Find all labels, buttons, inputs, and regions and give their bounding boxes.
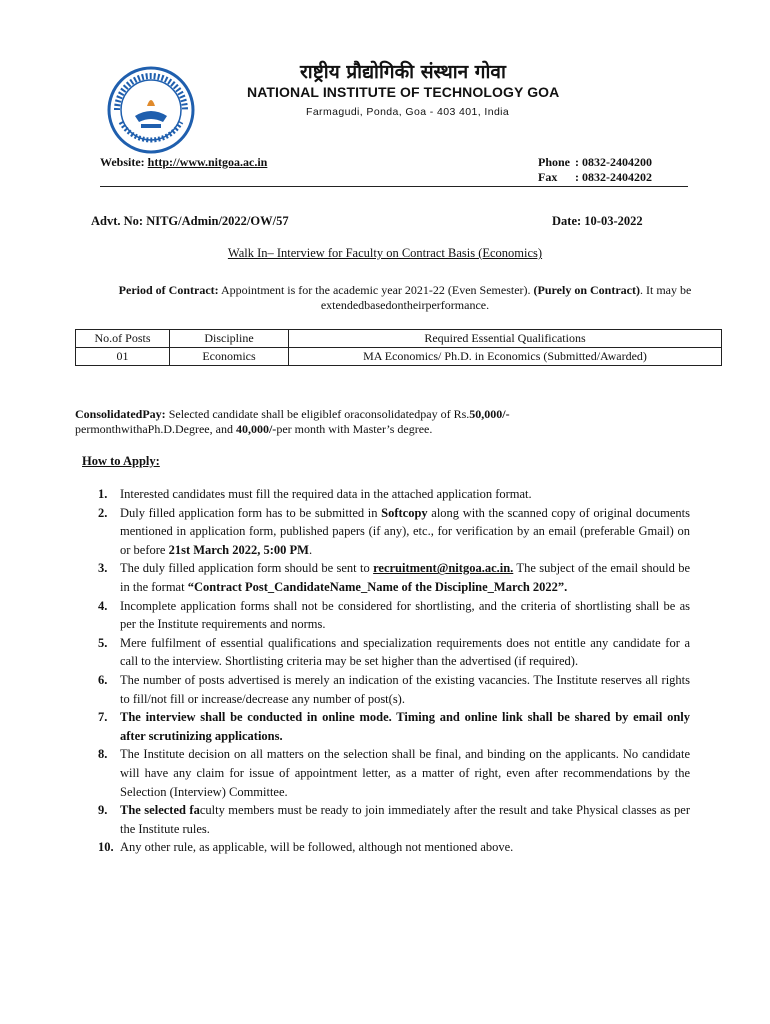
notice-date: Date: 10-03-2022 xyxy=(552,214,643,228)
table-header-row xyxy=(76,330,722,348)
list-item: 3. The duly filled application form should be sent to recruitment@nitgoa.ac.in. The subject of the email should be in the format “Contract Post_CandidateName_Name of the Discipline_March 2022”. xyxy=(98,561,690,594)
list-item: 4. Incomplete application forms shall not be considered for shortlisting, and the criteria of shortlisting shall be as per the Institute requirements and norms. xyxy=(98,598,690,632)
application-steps-list xyxy=(98,485,690,857)
fax-number: : 0832-2404202 xyxy=(575,170,652,184)
list-item: 10. Any other rule, as applicable, will be followed, although not mentioned above. xyxy=(98,840,514,855)
table-header-cell: Required Essential Qualifications xyxy=(289,330,722,348)
table-cell: MA Economics/ Ph.D. in Economics (Submitted/Awarded) xyxy=(289,348,722,366)
table-cell: Economics xyxy=(170,348,289,366)
institute-logo-icon xyxy=(107,66,195,154)
period-of-contract: Period of Contract: Appointment is for the academic year 2021-22 (Even Semester). (Purely on Contract). It may be extendedbasedontheirperformance. xyxy=(118,283,692,312)
list-item: 5. Mere fulfilment of essential qualifications and specialization requirements does not entitle any candidate for a call to the interview. Shortlisting criteria may be set higher than the advertised (if required). xyxy=(98,635,690,669)
list-item: 8. The Institute decision on all matters on the selection shall be final, and binding on the applicants. No candidate will have any claim for issue of appointment letter, as a matter of right, even after recommendations by the Selection (Interview) Committee. xyxy=(98,747,690,799)
fax-label: Fax xyxy=(538,170,558,184)
posts-table xyxy=(75,329,722,366)
table-header-cell: No.of Posts xyxy=(76,330,170,348)
institute-hindi-name: राष्ट्रीय प्रौद्योगिकी संस्थान गोवा xyxy=(300,61,506,83)
notice-heading: Walk In– Interview for Faculty on Contract Basis (Economics) xyxy=(227,246,543,260)
website-label: Website: xyxy=(100,155,145,169)
table-row xyxy=(76,348,722,366)
list-item: 1. Interested candidates must fill the required data in the attached application format. xyxy=(98,487,532,501)
how-to-apply-title: How to Apply: xyxy=(82,454,160,468)
header-divider xyxy=(100,186,688,187)
institute-address: Farmagudi, Ponda, Goa - 403 401, India xyxy=(306,106,510,118)
advertisement-number: Advt. No: NITG/Admin/2022/OW/57 xyxy=(91,214,289,228)
list-item: 6. The number of posts advertised is merely an indication of the existing vacancies. The Institute reserves all rights to fill/not fill or increase/decrease any number of post(s). xyxy=(98,672,690,706)
list-item: 2. Duly filled application form has to be submitted in Softcopy along with the scanned copy of original documents mentioned in application form, published papers (if any), etc., for verification by an email (preferable Gmail) on or before 21st March 2022, 5:00 PM. xyxy=(98,505,690,557)
list-item: 9. The selected faculty members must be ready to join immediately after the result and take Physical classes as per the Institute rules. xyxy=(98,803,690,836)
period-label: Period of Contract: xyxy=(118,283,219,297)
recruitment-email-link[interactable]: recruitment@nitgoa.ac.in. xyxy=(373,561,514,576)
table-header-cell: Discipline xyxy=(170,330,289,348)
website-link[interactable]: http://www.nitgoa.ac.in xyxy=(147,155,268,169)
website-line xyxy=(100,155,267,170)
table-cell: 01 xyxy=(76,348,170,366)
phone-number: : 0832-2404200 xyxy=(575,155,652,169)
institute-english-name: NATIONAL INSTITUTE OF TECHNOLOGY GOA xyxy=(247,84,560,100)
phone-label: Phone xyxy=(538,155,571,169)
consolidated-pay: ConsolidatedPay: Selected candidate shall be eligiblef oraconsolidatedpay of Rs.50,000/- permonthwithaPh.D.Degree, and 40,000/-per month with Master’s degree. xyxy=(75,407,510,436)
list-item: 7. The interview shall be conducted in online mode. Timing and online link shall be shared by email only after scrutinizing applications. xyxy=(98,710,690,743)
contact-block xyxy=(538,155,652,185)
